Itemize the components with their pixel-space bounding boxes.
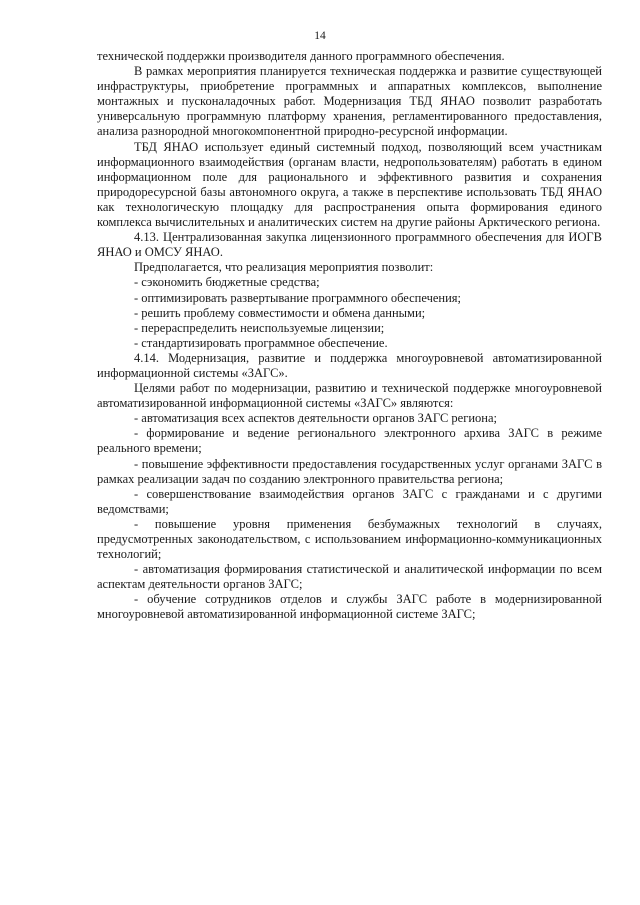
list-item: - автоматизация формирования статистической и аналитической информации по всем аспектам деятельности органов ЗАГС; [97,562,602,592]
list-item: - перераспределить неиспользуемые лицензии; [134,320,385,335]
section-heading: 4.14. Модернизация, развитие и поддержка многоуровневой автоматизированной информационной системы «ЗАГС». [97,350,602,380]
page-number: 14 [314,30,326,42]
list-item: - оптимизировать развертывание программного обеспечения; [134,290,462,305]
list-item: - автоматизация всех аспектов деятельности органов ЗАГС региона; [134,411,497,426]
paragraph: ТБД ЯНАО использует единый системный подход, позволяющий всем участникам информационного взаимодействия (органам власти, недропользователям) работать в едином информационном поле для рационального и эффективного развития и сохранения природоресурсной базы автономного округа, а также в перспективе использовать ТБД ЯНАО как технологическую площадку для распространения опыта формирования единого комплекса вычислительных и аналитических систем на другие районы Арктического региона. [97,139,602,230]
paragraph: технической поддержки производителя данного программного обеспечения. [97,49,505,63]
document-body [97,49,602,623]
list-item: - формирование и ведение регионального электронного архива ЗАГС в режиме реального времени; [97,426,602,456]
list-item: - решить проблему совместимости и обмена данными; [134,305,426,320]
list-item: - совершенствование взаимодействия органов ЗАГС с гражданами и с другими ведомствами; [97,486,602,516]
paragraph: В рамках мероприятия планируется техническая поддержка и развитие существующей инфраструктуры, приобретение программных и аппаратных комплексов, выполнение монтажных и пусконаладочных работ. Модернизация ТБД ЯНАО позволит разработать универсальную программную платформу хранения, регламентированного предоставления, анализа разнородной многокомпонентной природно-ресурсной информации. [97,64,602,139]
list-item: - повышение уровня применения безбумажных технологий в случаях, предусмотренных законодательством, с использованием информационно-коммуникационных технологий; [97,516,602,562]
list-item: - сэкономить бюджетные средства; [134,275,320,290]
list-item: - стандартизировать программное обеспечение. [134,335,388,350]
paragraph: Предполагается, что реализация мероприятия позволит: [134,260,434,275]
section-heading: 4.13. Централизованная закупка лицензионного программного обеспечения для ИОГВ ЯНАО и ОМСУ ЯНАО. [97,230,602,260]
list-item: - обучение сотрудников отделов и службы ЗАГС работе в модернизированной многоуровневой автоматизированной информационной системе ЗАГС; [97,592,602,622]
list-item: - повышение эффективности предоставления государственных услуг органами ЗАГС в рамках реализации задач по созданию электронного правительства региона; [97,456,602,486]
paragraph: Целями работ по модернизации, развитию и технической поддержке многоуровневой автоматизированной информационной системы «ЗАГС» являются: [97,381,602,411]
